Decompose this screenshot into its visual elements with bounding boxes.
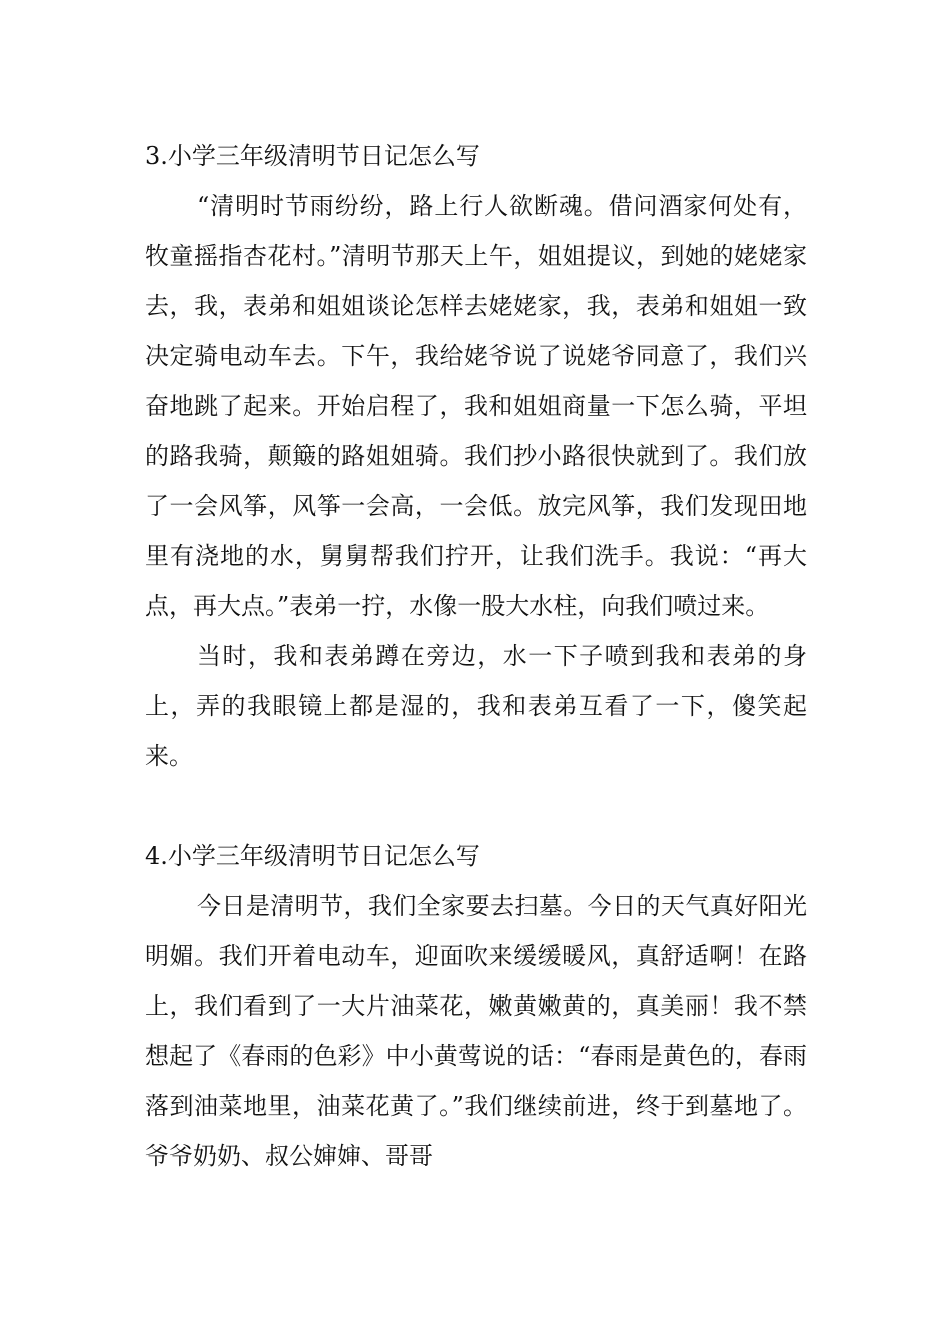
section-heading: 4.小学三年级清明节日记怎么写 — [145, 842, 480, 870]
paragraph: 当时，我和表弟蹲在旁边，水一下子喷到我和表弟的身上，弄的我眼镜上都是湿的，我和表弟互看了一下，傻笑起来。 — [145, 642, 807, 770]
document-body — [145, 131, 807, 1181]
paragraph: 今日是清明节，我们全家要去扫墓。今日的天气真好阳光明媚。我们开着电动车，迎面吹来缓缓暖风，真舒适啊！在路上，我们看到了一大片油菜花，嫩黄嫩黄的，真美丽！我不禁想起了《春雨的色彩》中小黄莺说的话：“春雨是黄色的，春雨落到油菜地里，油菜花黄了。”我们继续前进，终于到墓地了。爷爷奶奶、叔公婶婶、哥哥 — [145, 892, 807, 1170]
diary-section-3 — [145, 131, 807, 781]
paragraph: “清明时节雨纷纷，路上行人欲断魂。借问酒家何处有，牧童摇指杏花村。”清明节那天上午，姐姐提议，到她的姥姥家去，我，表弟和姐姐谈论怎样去姥姥家，我，表弟和姐姐一致决定骑电动车去。下午，我给姥爷说了说姥爷同意了，我们兴奋地跳了起来。开始启程了，我和姐姐商量一下怎么骑，平坦的路我骑，颠簸的路姐姐骑。我们抄小路很快就到了。我们放了一会风筝，风筝一会高，一会低。放完风筝，我们发现田地里有浇地的水，舅舅帮我们拧开，让我们洗手。我说：“再大点，再大点。”表弟一拧，水像一股大水柱，向我们喷过来。 — [145, 192, 807, 620]
section-heading: 3.小学三年级清明节日记怎么写 — [145, 142, 480, 170]
section-spacer — [145, 781, 807, 831]
diary-section-4 — [145, 831, 807, 1181]
